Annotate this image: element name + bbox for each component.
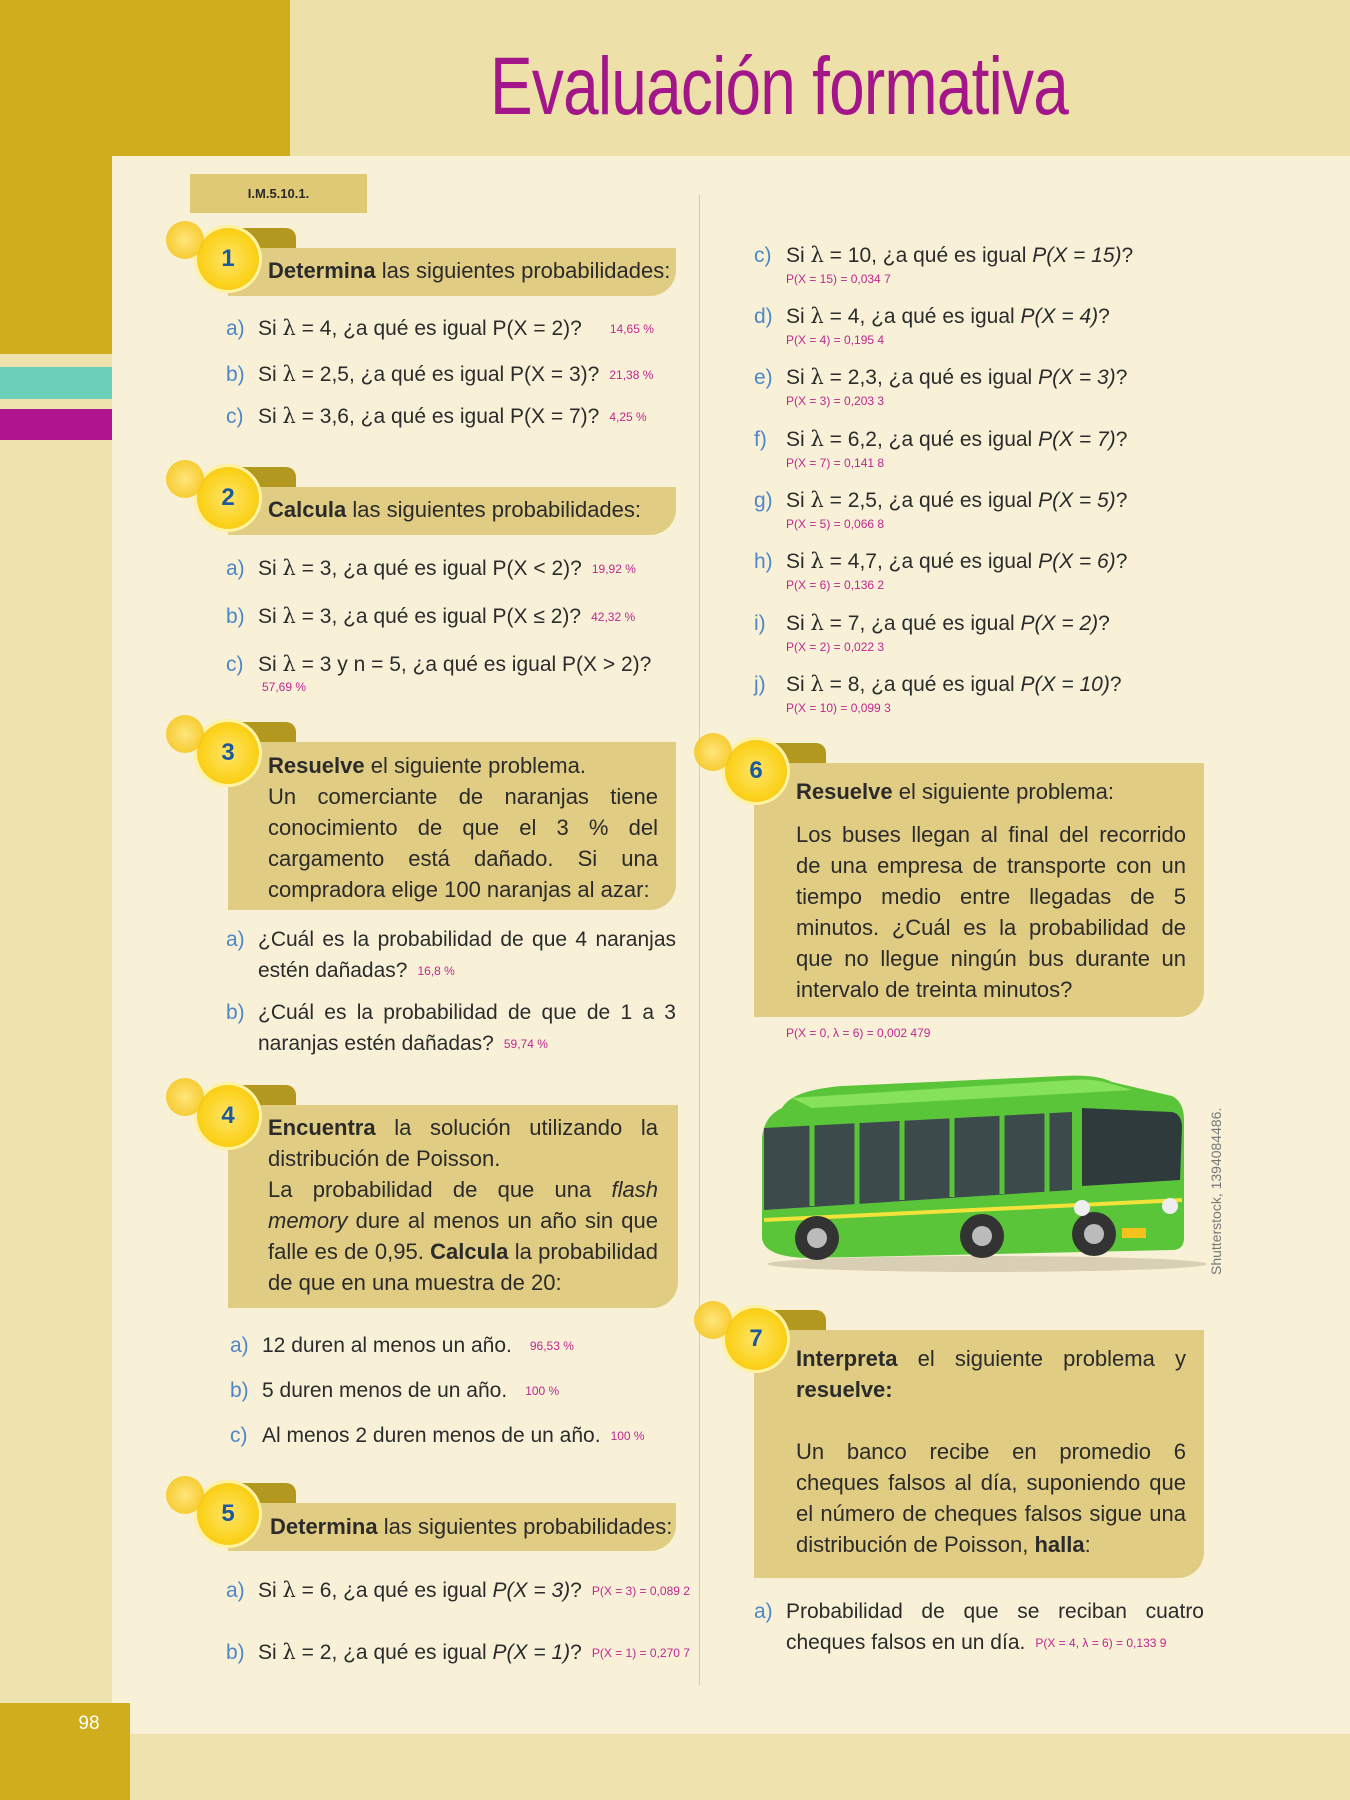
item-answer: P(X = 4) = 0,195 4 bbox=[786, 333, 885, 347]
exercise-5-badge bbox=[194, 1480, 262, 1548]
lambda-symbol: λ bbox=[282, 1640, 296, 1664]
instruction-text: las siguientes probabilidades: bbox=[375, 258, 671, 283]
item-letter: d) bbox=[754, 305, 773, 328]
bus-shadow bbox=[767, 1256, 1207, 1272]
exercise-5-item-i bbox=[754, 608, 1110, 639]
item-letter: h) bbox=[754, 550, 773, 573]
item-letter: c) bbox=[230, 1424, 248, 1447]
instruction-verb: Determina bbox=[270, 1514, 378, 1539]
exercise-5-item-f bbox=[754, 424, 1127, 455]
item-letter: c) bbox=[226, 405, 244, 428]
item-answer: P(X = 1) = 0,270 7 bbox=[591, 1645, 690, 1660]
body-text: Un banco recibe en promedio 6 cheques falsos al día, suponiendo que el número de cheques falsos sigue una distribución de Poisson, bbox=[796, 1439, 1186, 1557]
item-probability: P(X = 3) bbox=[492, 1579, 571, 1602]
item-letter: b) bbox=[226, 1641, 245, 1664]
item-text: ? bbox=[570, 1579, 582, 1602]
item-answer: P(X = 3) = 0,089 2 bbox=[591, 1583, 690, 1598]
item-text: = 3 y n = 5, ¿a qué es igual P(X > 2)? bbox=[295, 653, 652, 676]
item-answer: P(X = 15) = 0,034 7 bbox=[786, 272, 891, 286]
item-answer: P(X = 10) = 0,099 3 bbox=[786, 701, 891, 715]
item-text: Si bbox=[258, 605, 283, 628]
item-probability: P(X = 3) bbox=[1038, 366, 1116, 389]
item-text: ? bbox=[1098, 612, 1110, 635]
item-answer: 100 % bbox=[610, 1428, 645, 1443]
item-text: = 7, ¿a qué es igual bbox=[823, 612, 1021, 635]
item-text: = 4,7, ¿a qué es igual bbox=[823, 550, 1039, 573]
lambda-symbol: λ bbox=[282, 362, 296, 386]
headlight bbox=[1074, 1200, 1090, 1216]
item-text: = 2,3, ¿a qué es igual bbox=[823, 366, 1039, 389]
item-text: Si bbox=[258, 557, 283, 580]
exercise-3-item-a bbox=[226, 924, 676, 987]
headlight bbox=[1162, 1198, 1178, 1214]
item-text: Si bbox=[258, 653, 283, 676]
body-italic: flash memory bbox=[268, 1177, 658, 1233]
middle-hub bbox=[972, 1226, 992, 1246]
item-probability: P(X = 1) bbox=[492, 1641, 571, 1664]
item-text: = 6,2, ¿a qué es igual bbox=[823, 428, 1039, 451]
lambda-symbol: λ bbox=[282, 404, 296, 428]
item-answer: P(X = 3) = 0,203 3 bbox=[786, 394, 885, 408]
page-number: 98 bbox=[78, 1713, 100, 1734]
instruction-text: el siguiente problema. bbox=[364, 753, 586, 778]
indicator-tag: I.M.5.10.1. bbox=[190, 174, 367, 213]
item-text: = 3, ¿a qué es igual P(X < 2)? bbox=[295, 557, 582, 580]
lambda-symbol: λ bbox=[810, 365, 824, 389]
exercise-4-badge bbox=[194, 1082, 262, 1150]
instruction-text: la solución utilizando la distribución de Poisson. bbox=[268, 1115, 658, 1171]
item-text: Si bbox=[786, 305, 811, 328]
item-probability: P(X = 4) bbox=[1020, 305, 1099, 328]
item-text: Si bbox=[786, 366, 811, 389]
item-text: = 6, ¿a qué es igual bbox=[295, 1579, 493, 1602]
license-plate bbox=[1122, 1228, 1146, 1238]
exercise-7-body bbox=[796, 1436, 1186, 1560]
item-text: Si bbox=[786, 428, 811, 451]
item-text: = 2,5, ¿a qué es igual P(X = 3)? bbox=[295, 363, 600, 386]
item-answer: P(X = 2) = 0,022 3 bbox=[786, 640, 885, 654]
item-answer: 96,53 % bbox=[529, 1338, 574, 1353]
item-answer: 16,8 % bbox=[417, 963, 455, 978]
exercise-1-badge bbox=[194, 225, 262, 293]
image-credit bbox=[1208, 1100, 1236, 1275]
item-text: ? bbox=[1115, 550, 1128, 573]
instruction-verb: Interpreta bbox=[796, 1346, 898, 1371]
exercise-6-badge bbox=[722, 737, 790, 805]
item-probability: P(X = 10) bbox=[1020, 673, 1110, 696]
body-bold: Calcula bbox=[430, 1239, 509, 1264]
item-text: ¿Cuál es la probabilidad de que de 1 a 3 naranjas estén dañadas? bbox=[258, 1001, 676, 1055]
item-letter: b) bbox=[226, 605, 245, 628]
item-text: Si bbox=[258, 1641, 283, 1664]
image-credit-text: Shutterstock, 1394084486. bbox=[1208, 1107, 1224, 1275]
lambda-symbol: λ bbox=[282, 316, 296, 340]
item-letter: a) bbox=[754, 1600, 773, 1623]
exercise-5-instruction bbox=[270, 1511, 672, 1542]
magenta-stripe bbox=[0, 409, 112, 440]
item-letter: a) bbox=[226, 1579, 245, 1602]
item-text: Al menos 2 duren menos de un año. bbox=[262, 1424, 601, 1447]
item-text: ? bbox=[1109, 673, 1122, 696]
item-body bbox=[786, 1596, 1204, 1659]
teal-stripe bbox=[0, 367, 112, 399]
item-letter: a) bbox=[226, 557, 245, 580]
item-text: ? bbox=[570, 1641, 582, 1664]
item-text: ? bbox=[1121, 244, 1134, 267]
item-letter: b) bbox=[230, 1379, 249, 1402]
body-text: La probabilidad de que una bbox=[268, 1177, 612, 1202]
exercise-2-number: 2 bbox=[221, 484, 235, 511]
lambda-symbol: λ bbox=[810, 243, 824, 267]
exercise-3-item-b bbox=[226, 997, 676, 1060]
exercise-4-body bbox=[268, 1174, 658, 1298]
item-letter: a) bbox=[226, 928, 245, 951]
column-divider bbox=[699, 195, 700, 1685]
instruction-verb-2: resuelve: bbox=[796, 1377, 893, 1402]
instruction-verb: Calcula bbox=[268, 497, 347, 522]
exercise-4-number: 4 bbox=[221, 1102, 235, 1129]
item-text: = 4, ¿a qué es igual P(X = 2)? bbox=[295, 317, 582, 340]
exercise-5-item-j bbox=[754, 669, 1122, 700]
item-answer: 59,74 % bbox=[503, 1036, 548, 1051]
item-text: Si bbox=[258, 1579, 283, 1602]
instruction-text: las siguientes probabilidades: bbox=[377, 1514, 673, 1539]
lambda-symbol: λ bbox=[810, 427, 824, 451]
item-text: Si bbox=[786, 612, 811, 635]
exercise-6-instruction bbox=[796, 776, 1114, 807]
item-text: = 4, ¿a qué es igual bbox=[823, 305, 1021, 328]
exercise-2-instruction bbox=[268, 494, 641, 525]
item-text: ? bbox=[1115, 366, 1128, 389]
exercise-3-instruction bbox=[268, 750, 586, 781]
instruction-verb: Resuelve bbox=[796, 779, 893, 804]
exercise-2-item-b bbox=[226, 601, 635, 633]
item-text: Probabilidad de que se reciban cuatro cheques falsos en un día. bbox=[786, 1600, 1204, 1654]
item-answer: P(X = 5) = 0,066 8 bbox=[786, 517, 885, 531]
exercise-4-instruction bbox=[268, 1112, 658, 1174]
exercise-7-badge bbox=[722, 1305, 790, 1373]
item-text: = 2, ¿a qué es igual bbox=[295, 1641, 493, 1664]
instruction-verb: Resuelve bbox=[268, 753, 365, 778]
item-letter: e) bbox=[754, 366, 773, 389]
body-text: la probabilidad de que en una muestra de 20: bbox=[268, 1239, 658, 1295]
bus-windshield bbox=[1082, 1108, 1182, 1186]
exercise-1-item-c bbox=[226, 401, 647, 433]
item-text: = 3, ¿a qué es igual P(X ≤ 2)? bbox=[295, 605, 582, 628]
item-text: ? bbox=[1115, 489, 1128, 512]
exercise-2-badge bbox=[194, 464, 262, 532]
lambda-symbol: λ bbox=[282, 1578, 296, 1602]
item-answer: P(X = 4, λ = 6) = 0,133 9 bbox=[1035, 1635, 1167, 1650]
item-text: Si bbox=[258, 317, 283, 340]
item-letter: c) bbox=[226, 653, 244, 676]
exercise-1-item-b bbox=[226, 359, 653, 391]
exercise-2-item-c-answer: 57,69 % bbox=[262, 680, 307, 694]
item-text: 12 duren al menos un año. bbox=[262, 1334, 512, 1357]
item-letter: j) bbox=[754, 673, 766, 696]
exercise-5-item-h bbox=[754, 546, 1127, 577]
instruction-verb: Determina bbox=[268, 258, 376, 283]
lambda-symbol: λ bbox=[810, 549, 824, 573]
exercise-7-number: 7 bbox=[749, 1325, 763, 1352]
exercise-4-item-c bbox=[230, 1420, 645, 1452]
item-answer: 4,25 % bbox=[609, 409, 647, 424]
exercise-6-number: 6 bbox=[749, 757, 763, 784]
exercise-5-item-b bbox=[226, 1637, 690, 1669]
item-text: Si bbox=[786, 550, 811, 573]
item-text: ¿Cuál es la probabilidad de que 4 naranjas estén dañadas? bbox=[258, 928, 676, 982]
exercise-6-answer: P(X = 0, λ = 6) = 0,002 479 bbox=[786, 1026, 931, 1040]
exercise-5-item-g bbox=[754, 485, 1127, 516]
item-text: Si bbox=[258, 405, 283, 428]
item-answer: 21,38 % bbox=[609, 367, 654, 382]
item-text: = 3,6, ¿a qué es igual P(X = 7)? bbox=[295, 405, 600, 428]
item-probability: P(X = 7) bbox=[1038, 428, 1116, 451]
item-answer: 19,92 % bbox=[591, 561, 636, 576]
body-bold: halla bbox=[1034, 1532, 1085, 1557]
item-probability: P(X = 6) bbox=[1038, 550, 1116, 573]
item-probability: P(X = 2) bbox=[1020, 612, 1099, 635]
exercise-1-number: 1 bbox=[221, 245, 235, 272]
item-answer: 42,32 % bbox=[591, 609, 636, 624]
exercise-5-item-e bbox=[754, 362, 1127, 393]
instruction-verb: Encuentra bbox=[268, 1115, 376, 1140]
item-text: ? bbox=[1115, 428, 1128, 451]
exercise-5-number: 5 bbox=[221, 1500, 235, 1527]
lambda-symbol: λ bbox=[810, 672, 824, 696]
item-text: ? bbox=[1098, 305, 1110, 328]
body-text: dure al menos un año sin que falle es de 0,95. bbox=[268, 1208, 658, 1264]
lambda-symbol: λ bbox=[282, 604, 296, 628]
item-text: Si bbox=[786, 489, 811, 512]
lambda-symbol: λ bbox=[810, 611, 824, 635]
lambda-symbol: λ bbox=[282, 556, 296, 580]
exercise-1-instruction bbox=[268, 255, 670, 286]
instruction-text: el siguiente problema: bbox=[892, 779, 1114, 804]
item-text: = 2,5, ¿a qué es igual bbox=[823, 489, 1039, 512]
item-body bbox=[258, 924, 676, 987]
exercise-2-item-c bbox=[226, 649, 651, 680]
item-text: Si bbox=[786, 244, 811, 267]
item-answer: 14,65 % bbox=[609, 321, 654, 336]
item-text: Si bbox=[786, 673, 811, 696]
exercise-3-body: Un comerciante de naranjas tiene conocimiento de que el 3 % del cargamento está dañado. Si una compradora elige 100 naranjas al azar: bbox=[268, 784, 658, 902]
item-answer: P(X = 6) = 0,136 2 bbox=[786, 578, 885, 592]
page-title: Evaluación formativa bbox=[490, 41, 1069, 132]
bus-illustration bbox=[752, 1068, 1214, 1274]
body-text: : bbox=[1084, 1532, 1091, 1557]
item-answer: 100 % bbox=[525, 1383, 560, 1398]
item-probability: P(X = 15) bbox=[1032, 244, 1122, 267]
exercise-5-item-c bbox=[754, 240, 1133, 271]
exercise-5-item-a bbox=[226, 1575, 690, 1607]
exercise-3-badge bbox=[194, 719, 262, 787]
exercise-7-item-a bbox=[754, 1596, 1204, 1659]
item-letter: a) bbox=[226, 317, 245, 340]
lambda-symbol: λ bbox=[810, 304, 824, 328]
lambda-symbol: λ bbox=[810, 488, 824, 512]
item-text: 5 duren menos de un año. bbox=[262, 1379, 508, 1402]
exercise-6-body: Los buses llegan al final del recorrido de una empresa de transporte con un tiempo medio entre llegadas de 5 minutos. ¿Cuál es la probabilidad de que no llegue ningún bus durante un intervalo de treinta minutos? bbox=[796, 822, 1186, 1002]
exercise-7-instruction bbox=[796, 1343, 1186, 1405]
item-letter: f) bbox=[754, 428, 767, 451]
exercise-4-item-b bbox=[230, 1375, 559, 1407]
front-hub bbox=[1084, 1224, 1104, 1244]
item-letter: b) bbox=[226, 1001, 245, 1024]
instruction-text: el siguiente problema y bbox=[897, 1346, 1186, 1371]
lambda-symbol: λ bbox=[282, 652, 296, 676]
item-answer: P(X = 7) = 0,141 8 bbox=[786, 456, 885, 470]
item-letter: c) bbox=[754, 244, 772, 267]
item-text: = 8, ¿a qué es igual bbox=[823, 673, 1021, 696]
item-text: = 10, ¿a qué es igual bbox=[823, 244, 1033, 267]
item-letter: a) bbox=[230, 1334, 249, 1357]
exercise-1-item-a bbox=[226, 313, 654, 345]
exercise-4-item-a bbox=[230, 1330, 574, 1362]
instruction-text: las siguientes probabilidades: bbox=[346, 497, 642, 522]
item-letter: i) bbox=[754, 612, 766, 635]
item-text: Si bbox=[258, 363, 283, 386]
item-letter: b) bbox=[226, 363, 245, 386]
exercise-2-item-a bbox=[226, 553, 636, 585]
item-body bbox=[258, 997, 676, 1060]
exercise-3-number: 3 bbox=[221, 739, 235, 766]
exercise-5-item-d bbox=[754, 301, 1110, 332]
item-probability: P(X = 5) bbox=[1038, 489, 1116, 512]
bottom-band bbox=[0, 1734, 1350, 1800]
item-letter: g) bbox=[754, 489, 773, 512]
rear-hub bbox=[807, 1228, 827, 1248]
